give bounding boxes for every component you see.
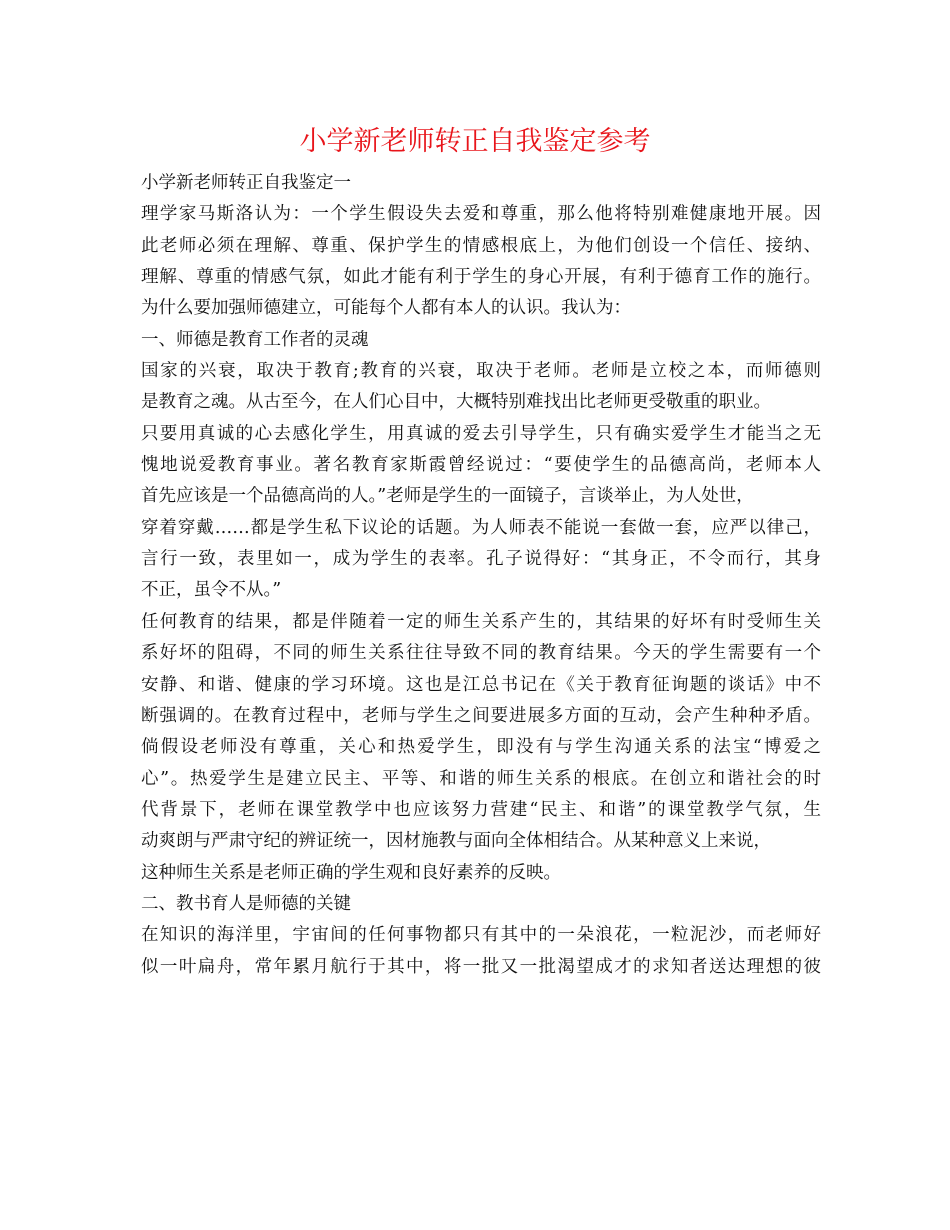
body-line: 为什么要加强师德建立，可能每个人都有本人的认识。我认为： [141,298,631,319]
body-line: 只要用真诚的心去感化学生，用真诚的爱去引导学生，只有确实爱学生才能当之无 [141,423,821,444]
body-line: 安静、和谐、健康的学习环境。这也是江总书记在《关于教育征询题的谈话》中不 [141,674,821,695]
body-line: 愧地说爱教育事业。著名教育家斯霞曾经说过：“要使学生的品德高尚，老师本人 [141,455,821,476]
body-line: 代背景下，老师在课堂教学中也应该努力营建“民主、和谐”的课堂教学气氛，生 [141,799,821,820]
body-line: 理解、尊重的情感气氛，如此才能有利于学生的身心开展，有利于德育工作的施行。 [141,267,821,288]
body-line: 首先应该是一个品德高尚的人。”老师是学生的一面镜子，言谈举止，为人处世， [141,486,754,507]
body-line: 小学新老师转正自我鉴定一 [141,173,351,193]
body-line: 此老师必须在理解、尊重、保护学生的情感根底上，为他们创设一个信任、接纳、 [141,235,821,256]
body-line: 二、教书育人是师德的关键 [141,893,351,914]
body-line: 倘假设老师没有尊重，关心和热爱学生，即没有与学生沟通关系的法宝“博爱之 [141,737,821,758]
body-line: 似一叶扁舟，常年累月航行于其中，将一批又一批渴望成才的求知者送达理想的彼 [141,956,821,977]
body-line: 动爽朗与严肃守纪的辨证统一，因材施教与面向全体相结合。从某种意义上来说， [141,831,771,852]
body-line: 这种师生关系是老师正确的学生观和良好素养的反映。 [141,862,561,883]
body-line: 任何教育的结果，都是伴随着一定的师生关系产生的，其结果的好坏有时受师生关 [141,611,821,632]
body-line: 心”。热爱学生是建立民主、平等、和谐的师生关系的根底。在创立和谐社会的时 [141,768,821,789]
body-line: 国家的兴衰，取决于教育;教育的兴衰，取决于老师。老师是立校之本，而师德则 [141,361,821,382]
body-line: 断强调的。在教育过程中，老师与学生之间要进展多方面的互动，会产生种种矛盾。 [141,705,821,726]
body-line: 言行一致，表里如一，成为学生的表率。孔子说得好：“其身正，不令而行，其身 [141,549,821,570]
document-body [141,168,821,983]
body-line: 一、师德是教育工作者的灵魂 [141,329,369,350]
body-line: 是教育之魂。从古至今，在人们心目中，大概特别难找出比老师更受敬重的职业。 [141,392,771,413]
body-line: 系好坏的阻碍，不同的师生关系往往导致不同的教育结果。今天的学生需要有一个 [141,643,821,664]
body-line: 理学家马斯洛认为：一个学生假设失去爱和尊重，那么他将特别难健康地开展。因 [141,204,821,225]
body-line: 不正，虽令不从。” [141,580,282,601]
document-title: 小学新老师转正自我鉴定参考 [299,126,651,157]
body-line: 穿着穿戴……都是学生私下议论的话题。为人师表不能说一套做一套，应严以律己， [141,517,821,538]
body-line: 在知识的海洋里，宇宙间的任何事物都只有其中的一朵浪花，一粒泥沙，而老师好 [141,925,821,946]
